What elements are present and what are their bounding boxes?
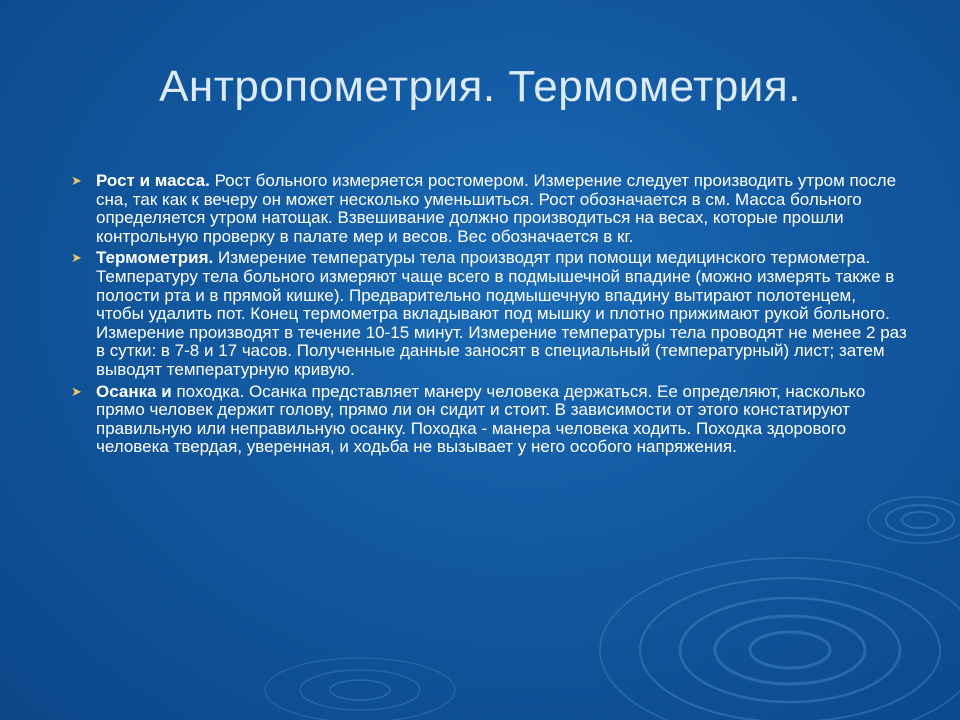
item-lead: Рост и масса. <box>96 171 210 190</box>
item-text: походка. Осанка представляет манеру человека держаться. Ее определяют, насколько прямо человек держит голову, прямо ли он сидит и стоит. В зависимости от этого констатируют правильную или неправильную осанку. Походка - манера человека ходить. Походка здорового человека твердая, уверенная, и ходьба не вызывает у него особого напряжения. <box>96 381 866 457</box>
item-lead: Осанка и <box>96 381 172 401</box>
slide-title: Антропометрия. Термометрия. <box>159 62 801 111</box>
item-text: Рост больного измеряется ростомером. Измерение следует производить утром после сна, так как к вечеру он может несколько уменьшиться. Рост обозначается в см. Масса больного определяется утром натощак. Взвешивание должно производиться на весах, которые прошли контрольную проверку в палате мер и весов. Вес обозначается в кг. <box>96 171 897 246</box>
arrow-bullet-icon: ➤ <box>71 383 82 399</box>
bullet-list <box>71 171 908 460</box>
list-item <box>71 171 908 246</box>
list-item <box>71 248 908 379</box>
arrow-bullet-icon: ➤ <box>71 250 82 266</box>
item-text: Измерение температуры тела производят при помощи медицинского термометра. Температуру тела больного измеряют чаще всего в подмышечной впадине (можно измерять также в полости рта и в прямой кишке). Предварительно подмышечную впадину вытирают полотенцем, чтобы удалить пот. Конец термометра вкладывают под мышку и плотно прижимают рукой больного. Измерение производят в течение 10-15 минут. Измерение температуры тела проводят не менее 2 раз в сутки: в 7-8 и 17 часов. Полученные данные заносят в специальный (температурный) лист; затем выводят температурную кривую. <box>96 248 907 379</box>
arrow-bullet-icon: ➤ <box>71 173 82 188</box>
list-item <box>71 381 908 457</box>
item-lead: Термометрия. <box>96 248 214 268</box>
